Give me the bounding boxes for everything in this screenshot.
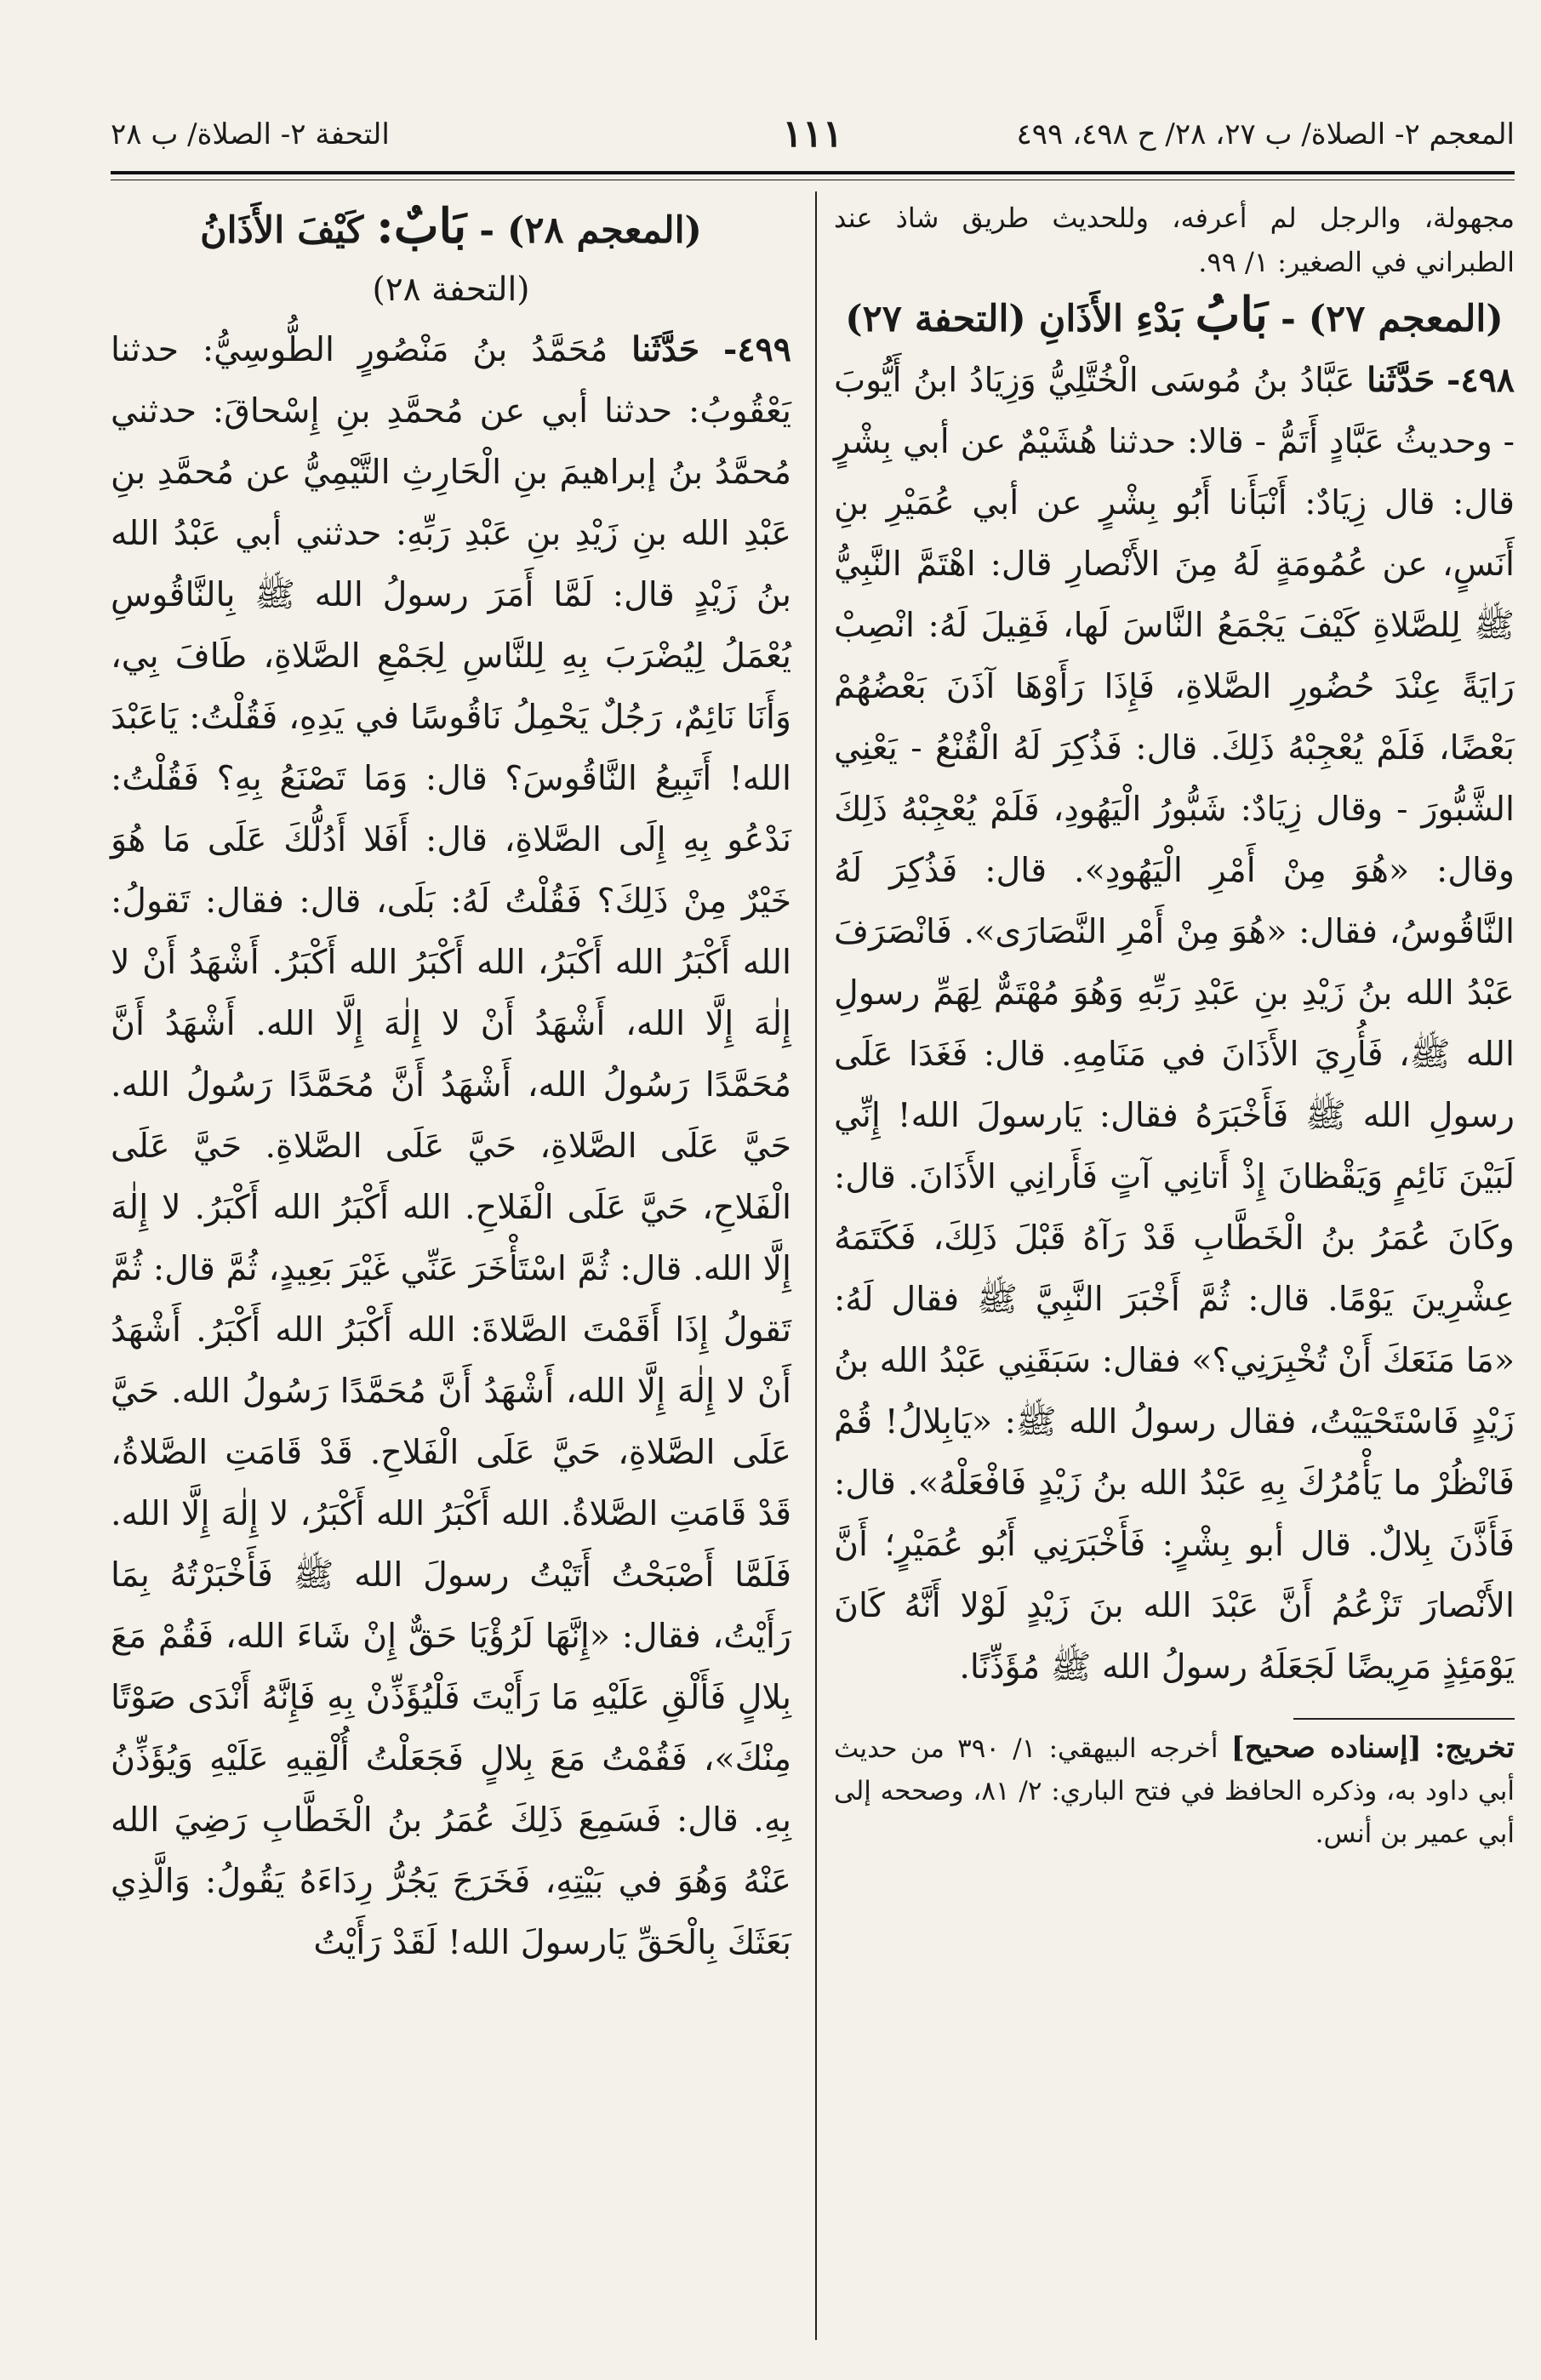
header-rule-thick [111,171,1515,174]
running-head [111,100,1515,168]
chapter-prefix: (المعجم ٢٨) - [479,209,702,252]
header-right-reference: المعجم ٢- الصلاة/ ب ٢٧، ٢٨/ ح ٤٩٨، ٤٩٩ [1016,117,1515,151]
hadith-lead: حَدَّثَنا [1367,361,1435,400]
takhrij-text: أخرجه البيهقي: ١/ ٣٩٠ من حديث أبي داود به، وذكره الحافظ في فتح الباري: ٢/ ٨١، وصححه إلى أبي عمير بن أنس. [834,1733,1515,1849]
chapter-tuhfa-reference: (التحفة ٢٨) [372,271,530,309]
header-left-reference: التحفة ٢- الصلاة/ ب ٢٨ [111,117,390,151]
page-number: ١١١ [782,112,843,156]
chapter-title: كَيْفَ الأَذَانُ [200,209,364,252]
hadith-number: ٤٩٩- [722,330,791,369]
chapter-bab-word: بَابُ [1195,287,1268,343]
hadith-499 [111,319,791,1973]
takhrij-label: تخريج: [1434,1731,1515,1765]
chapter-suffix: (التحفة ٢٧) [845,298,1026,340]
takhrij-grade: [إسناده صحيح] [1230,1731,1422,1765]
hadith-lead: حَدَّثَنا [631,330,700,369]
footnote-rule [1293,1718,1515,1720]
hadith-text: عَبَّادُ بنُ مُوسَى الْخُتَّلِيُّ وَزِيَادُ ابنُ أَيُّوبَ - وحديثُ عَبَّادٍ أَتَمُّ - قالا: حدثنا هُشَيْمٌ عن أبي بِشْرٍ قال: قال زِيَادٌ: أَنْبَأَنا أَبُو بِشْرٍ عن أبي عُمَيْرِ بنِ أَنَسٍ، عن عُمُومَةٍ لَهُ مِنَ الأَنْصارِ قال: اهْتَمَّ النَّبِيُّ ﷺ لِلصَّلاةِ كَيْفَ يَجْمَعُ النَّاسَ لَها، فَقِيلَ لَهُ: انْصِبْ رَايَةً عِنْدَ حُضُورِ الصَّلاةِ، فَإِذَا رَأَوْهَا آذَنَ بَعْضُهُمْ بَعْضًا، فَلَمْ يُعْجِبْهُ ذَلِكَ. قال: فَذُكِرَ لَهُ الْقُنْعُ - يَعْنِي الشَّبُّورَ - وقال زِيَادٌ: شَبُّورُ الْيَهُودِ، فَلَمْ يُعْجِبْهُ ذَلِكَ وقال: «هُوَ مِنْ أَمْرِ الْيَهُودِ». قال: فَذُكِرَ لَهُ النَّاقُوسُ، فقال: «هُوَ مِنْ أَمْرِ النَّصَارَى». فَانْصَرَفَ عَبْدُ الله بنُ زَيْدِ بنِ عَبْدِ رَبِّهِ وَهُوَ مُهْتَمٌّ لِهَمِّ رسولِ الله ﷺ، فَأُرِيَ الأَذَانَ في مَنَامِهِ. قال: فَغَدَا عَلَى رسولِ الله ﷺ فَأَخْبَرَهُ فقال: يَارسولَ الله! إِنِّي لَبَيْنَ نَائِمٍ وَيَقْظانَ إِذْ أَتانِي آتٍ فَأَرانِي الأَذَانَ. قال: وكَانَ عُمَرُ بنُ الْخَطَّابِ قَدْ رَآهُ قَبْلَ ذَلِكَ، فَكَتَمَهُ عِشْرِينَ يَوْمًا. قال: ثُمَّ أَخْبَرَ النَّبِيَّ ﷺ فقال لَهُ: «مَا مَنَعَكَ أَنْ تُخْبِرَنِي؟» فقال: سَبَقَنِي عَبْدُ الله بنُ زَيْدٍ فَاسْتَحْيَيْتُ، فقال رسولُ الله ﷺ: «يَابِلالُ! قُمْ فَانْظُرْ ما يَأْمُرُكَ بِهِ عَبْدُ الله بنُ زَيْدٍ فَافْعَلْهُ». قال: فَأَذَّنَ بِلالٌ. قال أبو بِشْرٍ: فَأَخْبَرَنِي أَبُو عُمَيْرٍ؛ أَنَّ الأَنْصارَ تَزْعُمُ أَنَّ عَبْدَ الله بنَ زَيْدٍ لَوْلا أَنَّهُ كَانَ يَوْمَئِذٍ مَرِيضًا لَجَعَلَهُ رسولُ الله ﷺ مُؤَذِّنًا. [834,361,1515,1687]
previous-note-continuation: مجهولة، والرجل لم أعرفه، وللحديث طريق شاذ عند الطبراني في الصغير: ١/ ٩٩. [834,202,1515,278]
hadith-498 [834,350,1515,1698]
chapter-heading-27 [834,284,1515,350]
left-column [111,196,791,1973]
column-divider [815,191,817,2340]
right-column [834,196,1515,1855]
chapter-prefix: (المعجم ٢٧) - [1280,298,1504,340]
chapter-bab-word: بَابٌ: [376,198,467,254]
takhrij-note [834,1726,1515,1855]
hadith-number: ٤٩٨- [1446,361,1515,400]
chapter-title: بَدْءِ الأَذَانِ [1038,298,1183,340]
chapter-heading-28 [111,196,791,261]
hadith-text: مُحَمَّدُ بنُ مَنْصُورٍ الطُّوسِيُّ: حدثنا يَعْقُوبُ: حدثنا أبي عن مُحمَّدِ بنِ إِسْحاقَ: حدثني مُحمَّدُ بنُ إبراهيمَ بنِ الْحَارِثِ التَّيْمِيُّ عن مُحمَّدِ بنِ عَبْدِ الله بنِ زَيْدِ بنِ عَبْدِ رَبِّهِ: حدثني أبي عَبْدُ الله بنُ زَيْدٍ قال: لَمَّا أَمَرَ رسولُ الله ﷺ بِالنَّاقُوسِ يُعْمَلُ لِيُضْرَبَ بِهِ لِلنَّاسِ لِجَمْعِ الصَّلاةِ، طَافَ بِي، وَأَنَا نَائِمٌ، رَجُلٌ يَحْمِلُ نَاقُوسًا في يَدِهِ، فَقُلْتُ: يَاعَبْدَ الله! أَتَبِيعُ النَّاقُوسَ؟ قال: وَمَا تَصْنَعُ بِهِ؟ فَقُلْتُ: نَدْعُو بِهِ إِلَى الصَّلاةِ، قال: أَفَلا أَدُلُّكَ عَلَى مَا هُوَ خَيْرٌ مِنْ ذَلِكَ؟ فَقُلْتُ لَهُ: بَلَى، قال: فقال: تَقولُ: الله أَكْبَرُ الله أَكْبَرُ، الله أَكْبَرُ الله أَكْبَرُ. أَشْهَدُ أَنْ لا إِلٰهَ إِلَّا الله، أَشْهَدُ أَنْ لا إِلٰهَ إِلَّا الله. أَشْهَدُ أَنَّ مُحَمَّدًا رَسُولُ الله، أَشْهَدُ أَنَّ مُحَمَّدًا رَسُولُ الله. حَيَّ عَلَى الصَّلاةِ، حَيَّ عَلَى الصَّلاةِ. حَيَّ عَلَى الْفَلاحِ، حَيَّ عَلَى الْفَلاحِ. الله أَكْبَرُ الله أَكْبَرُ. لا إِلٰهَ إِلَّا الله. قال: ثُمَّ اسْتَأْخَرَ عَنِّي غَيْرَ بَعِيدٍ، ثُمَّ قال: ثُمَّ تَقولُ إِذَا أَقَمْتَ الصَّلاةَ: الله أَكْبَرُ الله أَكْبَرُ. أَشْهَدُ أَنْ لا إِلٰهَ إِلَّا الله، أَشْهَدُ أَنَّ مُحَمَّدًا رَسُولُ الله. حَيَّ عَلَى الصَّلاةِ، حَيَّ عَلَى الْفَلاحِ. قَدْ قَامَتِ الصَّلاةُ، قَدْ قَامَتِ الصَّلاةُ. الله أَكْبَرُ الله أَكْبَرُ، لا إِلٰهَ إِلَّا الله. فَلَمَّا أَصْبَحْتُ أَتَيْتُ رسولَ الله ﷺ فَأَخْبَرْتُهُ بِمَا رَأَيْتُ، فقال: «إِنَّهَا لَرُؤْيَا حَقٌّ إِنْ شَاءَ الله، فَقُمْ مَعَ بِلالٍ فَأَلْقِ عَلَيْهِ مَا رَأَيْتَ فَلْيُؤَذِّنْ بِهِ فَإِنَّهُ أَنْدَى صَوْتًا مِنْكَ»، فَقُمْتُ مَعَ بِلالٍ فَجَعَلْتُ أُلْقِيهِ عَلَيْهِ وَيُؤَذِّنُ بِهِ. قال: فَسَمِعَ ذَلِكَ عُمَرُ بنُ الْخَطَّابِ رَضِيَ الله عَنْهُ وَهُوَ في بَيْتِهِ، فَخَرَجَ يَجُرُّ رِدَاءَهُ يَقُولُ: وَالَّذِي بَعَثَكَ بِالْحَقِّ يَارسولَ الله! لَقَدْ رَأَيْتُ [111,330,791,1962]
